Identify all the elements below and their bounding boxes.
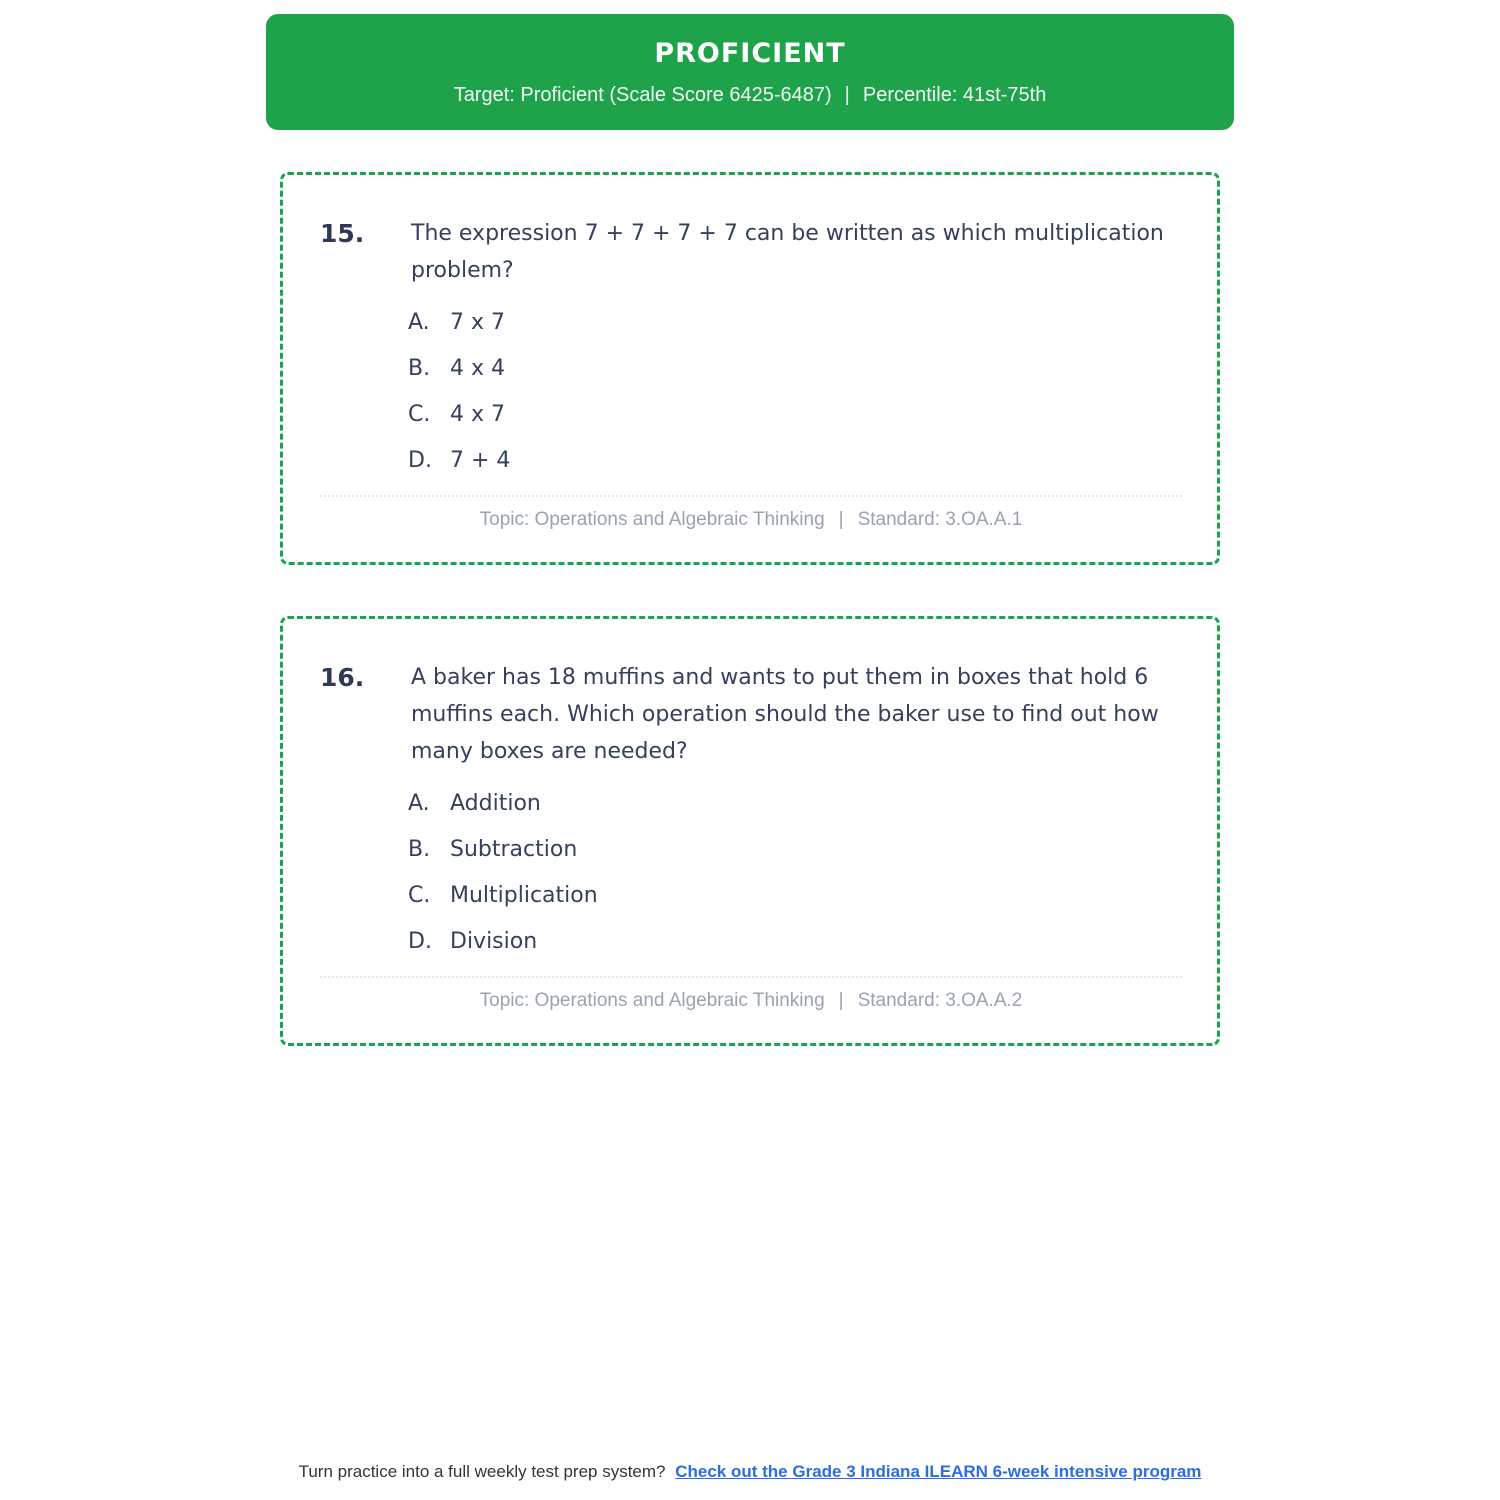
question-row xyxy=(320,215,1182,289)
question-row xyxy=(320,659,1182,770)
meta-standard: Standard: 3.OA.A.1 xyxy=(857,509,1023,530)
option-text: 4 x 7 xyxy=(450,402,505,427)
topic-standard-meta xyxy=(320,990,1182,1012)
question-card-15 xyxy=(280,172,1220,565)
option-letter: A. xyxy=(408,791,430,816)
level-title: PROFICIENT xyxy=(654,37,846,69)
level-subtitle xyxy=(454,83,1047,107)
question-card-16 xyxy=(280,616,1220,1046)
option-text: 7 x 7 xyxy=(450,310,505,335)
meta-divider xyxy=(320,976,1182,978)
footer-link[interactable]: Check out the Grade 3 Indiana ILEARN 6-week intensive program xyxy=(675,1462,1202,1481)
answer-option-b xyxy=(408,838,1182,861)
banner-separator: | xyxy=(844,83,850,106)
answer-option-c xyxy=(408,884,1182,907)
option-letter: B. xyxy=(408,356,431,381)
question-number: 15. xyxy=(320,219,365,248)
level-banner xyxy=(266,14,1234,130)
option-letter: C. xyxy=(408,402,431,427)
option-text: Multiplication xyxy=(450,883,598,908)
meta-divider xyxy=(320,495,1182,497)
question-text: A baker has 18 muffins and wants to put them in boxes that hold 6 muffins each. Which operation should the baker use to find out how many boxes are needed? xyxy=(411,665,1159,764)
option-text: Addition xyxy=(450,791,541,816)
question-number: 16. xyxy=(320,663,365,692)
meta-topic: Topic: Operations and Algebraic Thinking xyxy=(479,509,825,530)
footer-prompt: Turn practice into a full weekly test prep system? xyxy=(298,1462,666,1481)
answer-option-d xyxy=(408,930,1182,953)
topic-standard-meta xyxy=(320,509,1182,531)
answer-option-a xyxy=(408,311,1182,334)
footer-cta xyxy=(266,1461,1234,1482)
answer-option-d xyxy=(408,449,1182,472)
option-letter: D. xyxy=(408,929,432,954)
option-letter: B. xyxy=(408,837,431,862)
meta-separator: | xyxy=(838,509,844,530)
meta-topic: Topic: Operations and Algebraic Thinking xyxy=(479,990,825,1011)
meta-standard: Standard: 3.OA.A.2 xyxy=(857,990,1023,1011)
option-letter: D. xyxy=(408,448,432,473)
banner-percentile-text: Percentile: 41st-75th xyxy=(862,83,1047,106)
answer-option-b xyxy=(408,357,1182,380)
answer-option-c xyxy=(408,403,1182,426)
meta-separator: | xyxy=(838,990,844,1011)
option-text: Division xyxy=(450,929,538,954)
option-text: 4 x 4 xyxy=(450,356,505,381)
question-text: The expression 7 + 7 + 7 + 7 can be written as which multiplication problem? xyxy=(411,221,1164,283)
option-letter: A. xyxy=(408,310,430,335)
option-text: Subtraction xyxy=(450,837,578,862)
option-letter: C. xyxy=(408,883,431,908)
worksheet-page xyxy=(266,0,1234,1500)
answer-option-a xyxy=(408,792,1182,815)
answer-options xyxy=(408,792,1182,953)
banner-target-text: Target: Proficient (Scale Score 6425-6487) xyxy=(453,83,832,106)
option-text: 7 + 4 xyxy=(450,448,511,473)
answer-options xyxy=(408,311,1182,472)
